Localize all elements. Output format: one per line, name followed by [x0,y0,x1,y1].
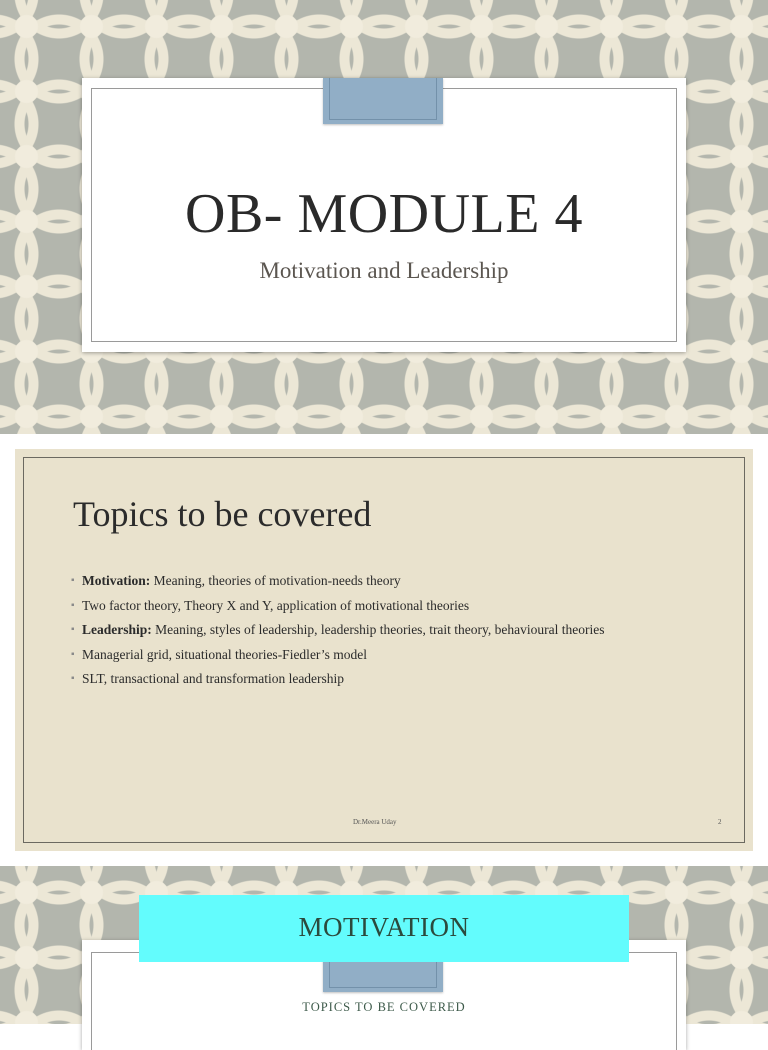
list-item [71,594,605,619]
bullet-icon: ▪ [71,599,75,611]
slide-2-title: Topics to be covered [73,494,372,534]
bullet-icon: ▪ [71,673,75,684]
slide-1-title-card [82,78,686,352]
list-item-text: Meaning, theories of motivation-needs theory [150,573,401,588]
slide-2 [0,434,768,866]
bullet-icon: ▪ [71,575,75,586]
list-item-text: Managerial grid, situational theories-Fiedler’s model [82,646,368,662]
list-item-bold: Leadership: [82,622,152,637]
list-item [71,618,605,643]
list-item [71,667,605,692]
list-item-bold: Motivation: [82,573,151,588]
bullet-icon: ▪ [71,648,75,660]
slide-1-title: OB- MODULE 4 [185,183,583,245]
slide-page-number: 2 [718,818,722,826]
list-item-text: SLT, transactional and transformation leadership [82,671,345,686]
slide-1-subtitle: Motivation and Leadership [259,258,509,283]
bullet-icon: ▪ [71,624,75,635]
slide-2-panel [15,449,753,851]
slide-1-decorative-tab [323,78,443,124]
slide-footer-author: Dr.Meera Uday [353,818,397,826]
list-item [71,643,605,668]
slide-3-subtitle: TOPICS TO BE COVERED [302,1000,466,1014]
list-item-text: Two factor theory, Theory X and Y, application of motivational theories [82,597,470,613]
list-item [71,569,605,594]
topics-list [71,569,605,692]
slide-3-banner: MOTIVATION [139,895,629,962]
list-item-text: Meaning, styles of leadership, leadership theories, trait theory, behavioural theories [151,622,605,637]
